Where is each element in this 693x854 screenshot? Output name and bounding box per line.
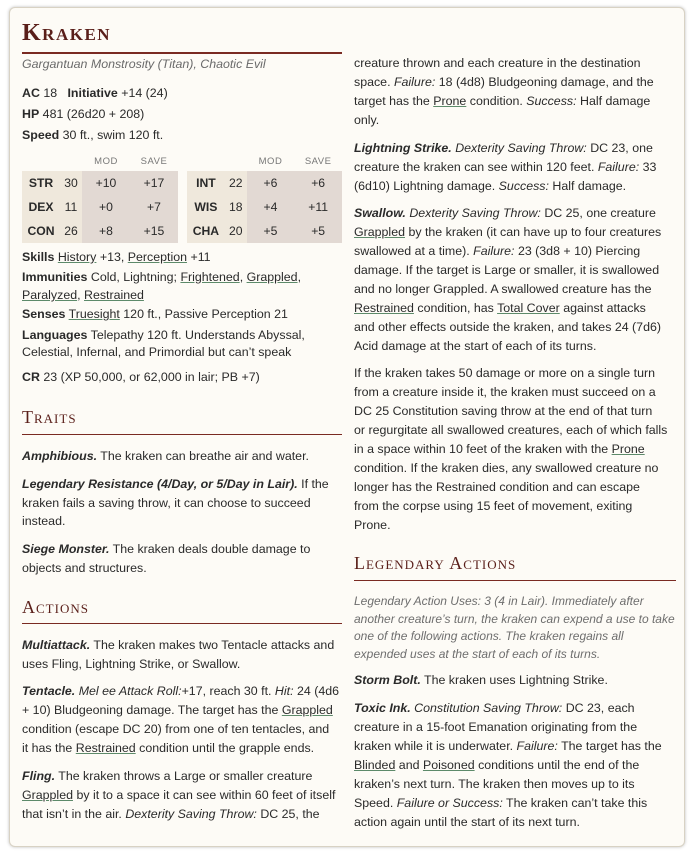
legendary-divider xyxy=(354,580,676,581)
legendary-toxic-ink: Toxic Ink. Constitution Saving Throw: DC 23, each xyxy=(354,701,635,715)
perception-link[interactable]: Perception xyxy=(127,250,188,264)
total-cover-link[interactable]: Total Cover xyxy=(497,301,560,315)
actions-heading: Actions xyxy=(22,597,89,617)
history-link[interactable]: History xyxy=(57,250,97,264)
trait-legendary-resistance: Legendary Resistance (4/Day, or 5/Day in Lair). If the xyxy=(22,477,329,491)
traits-heading: Traits xyxy=(22,407,77,427)
traits-divider xyxy=(22,434,342,435)
monster-name: Kraken xyxy=(22,20,112,46)
ability-table-mental: MOD SAVE INT 22 +6 +6 WIS 18 +4 +11 CHA 20 +5 +5 xyxy=(187,152,342,243)
grappled-link[interactable]: Grappled xyxy=(246,270,298,284)
action-lightning-strike: Lightning Strike. Dexterity Saving Throw: DC 23, one xyxy=(354,141,653,155)
restrained-link[interactable]: Restrained xyxy=(75,741,136,755)
action-tentacle: Tentacle. Mel ee Attack Roll:+17, reach 30 ft. Hit: 24 (4d6 xyxy=(22,684,339,698)
trait-siege-monster: Siege Monster. The kraken deals double damage to xyxy=(22,542,311,556)
action-fling: Fling. The kraken throws a Large or smaller creature xyxy=(22,769,313,783)
languages-line: Languages Telepathy 120 ft. Understands Abyssal, xyxy=(22,328,305,342)
immunities-line: Immunities Cold, Lightning; Frightened, Grappled, xyxy=(22,270,302,284)
ability-row-cha: CHA 20 +5 +5 xyxy=(187,219,342,243)
ability-row-wis: WIS 18 +4 +11 xyxy=(187,195,342,219)
armor-class-line: AC 18 Initiative +14 (24) xyxy=(22,86,168,100)
ability-row-dex: DEX 11 +0 +7 xyxy=(22,195,178,219)
creature-type: Gargantuan Monstrosity (Titan), Chaotic Evil xyxy=(22,57,266,71)
blinded-link[interactable]: Blinded xyxy=(354,758,396,772)
legendary-actions-heading: Legendary Actions xyxy=(354,553,517,573)
ability-row-con: CON 26 +8 +15 xyxy=(22,219,178,243)
truesight-link[interactable]: Truesight xyxy=(68,307,120,321)
immunities-line-2: Paralyzed, Restrained xyxy=(22,288,144,302)
ability-row-str: STR 30 +10 +17 xyxy=(22,171,178,195)
ability-row-int: INT 22 +6 +6 xyxy=(187,171,342,195)
paralyzed-link[interactable]: Paralyzed xyxy=(22,288,78,302)
trait-amphibious: Amphibious. The kraken can breathe air and water. xyxy=(22,449,309,463)
actions-divider xyxy=(22,623,342,624)
swallow-paragraph: If the kraken takes 50 damage or more on a single turn xyxy=(354,366,655,380)
legendary-storm-bolt: Storm Bolt. The kraken uses Lightning Strike. xyxy=(354,673,608,687)
prone-link[interactable]: Prone xyxy=(611,442,645,456)
stat-block-card: Kraken Gargantuan Monstrosity (Titan), Chaotic Evil AC 18 Initiative +14 (24) HP 481 (26d20 + 208) Speed 30 ft., swim 120 ft. MOD SAVE STR 30 +10 +17 DEX 11 +0 +7 CON 26 +8 +15 MOD SAVE INT 22 +6 +6 WIS 18 +4 +11 CHA 20 +5 +5 Skills History +13, Perception +11 Immunities Cold, Lightning; Frightened, Grappled, Paralyzed, Restrained Senses Truesight 120 ft., Passive Perception 21 Languages Telepathy 120 ft. Understands Abyssal, Celestial, Infernal, and Primordial but can’t speak CR 23 (XP 50,000, or 62,000 in lair; PB +7) Traits Amphibious. The kraken can breathe air and water. Legendary Resistance (4/Day, or 5/Day in Lair). If the kraken fails a saving throw, it can choose to succeed instead. Siege Monster. The kraken deals double damage to objects and structures. Actions Multiattack. The kraken makes two Tentacle attacks and uses Fling, Lightning Strike, or Swallow. Tentacle. Mel ee Attack Roll:+17, reach 30 ft. Hit: 24 (4d6 + 10) Bludgeoning damage. The target has the Grappled condition (escape DC 20) from one of ten tentacles, and it has the Restrained condition until the grapple ends. Fling. The kraken throws a Large or smaller creature Grappled by it to a space it can see within 60 feet of itself that isn’t in the air. Dexterity Saving Throw: DC 25, the creature thrown and each creature in the destination space. Failure: 18 (4d8) Bludgeoning damage, and the target has the Prone condition. Success: Half damage only. Lightning Strike. Dexterity Saving Throw: DC 23, one creature the kraken can see within 120 feet. Failure: 33 (6d10) Lightning damage. Success: Half damage. Swallow. Dexterity Saving Throw: DC 25, one creature Grappled by the kraken (it can have up to four creatures swallowed at a time). Failure: 23 (3d8 + 10) Piercing damage. If the target is Large or smaller, it is swallowed and no longer Grappled. A swallowed creature has the Restrained condition, has Total Cover against attacks and other effects outside the kraken, and takes 24 (7d6) Acid damage at the start of each of its turns. If the kraken takes 50 damage or more on a single turn from a creature inside it, the kraken must succeed on a DC 25 Constitution saving throw at the end of that turn or regurgitate all swallowed creatures, each of which falls in a space within 10 feet of the kraken with the Prone condition. If the kraken dies, any swallowed creature no longer has the Restrained condition and can escape from the corpse using 15 feet of movement, exiting Prone. Legendary Actions Legendary Action Uses: 3 (4 in Lair). Immediately after another creature’s turn, the kraken can expend a use to take one of the following actions. The kraken regains all expended uses at the start of each of its turns. Storm Bolt. The kraken uses Lightning Strike. Toxic Ink. Constitution Saving Throw: DC 23, each creature in a 15-foot Emanation originating from the kraken while it is underwater. Failure: The target has the Blinded and Poisoned conditions until the end of the kraken’s next turn. The kraken then moves up to its Speed. Failure or Success: The kraken can’t take this action again until the start of its next turn. xyxy=(9,7,685,847)
grappled-link[interactable]: Grappled xyxy=(354,225,405,239)
ability-table-physical: MOD SAVE STR 30 +10 +17 DEX 11 +0 +7 CON 26 +8 +15 xyxy=(22,152,178,243)
skills-line: Skills History +13, Perception +11 xyxy=(22,250,211,264)
grappled-link[interactable]: Grappled xyxy=(281,703,333,717)
action-swallow: Swallow. Dexterity Saving Throw: DC 25, one creature xyxy=(354,206,656,220)
poisoned-link[interactable]: Poisoned xyxy=(422,758,475,772)
senses-line: Senses Truesight 120 ft., Passive Perception 21 xyxy=(22,307,288,321)
action-multiattack: Multiattack. The kraken makes two Tentacle attacks and xyxy=(22,638,335,652)
restrained-link[interactable]: Restrained xyxy=(354,301,414,315)
hit-points-line: HP 481 (26d20 + 208) xyxy=(22,107,145,121)
speed-line: Speed 30 ft., swim 120 ft. xyxy=(22,128,164,142)
grappled-link[interactable]: Grappled xyxy=(22,788,73,802)
languages-line-2: Celestial, Infernal, and Primordial but can’t speak xyxy=(22,345,292,359)
challenge-rating-line: CR 23 (XP 50,000, or 62,000 in lair; PB +7) xyxy=(22,370,260,384)
frightened-link[interactable]: Frightened xyxy=(180,270,240,284)
prone-link[interactable]: Prone xyxy=(433,94,467,108)
legendary-intro: Legendary Action Uses: 3 (4 in Lair). Immediately after xyxy=(354,594,644,608)
restrained-link[interactable]: Restrained xyxy=(84,288,144,302)
title-divider xyxy=(22,52,342,54)
